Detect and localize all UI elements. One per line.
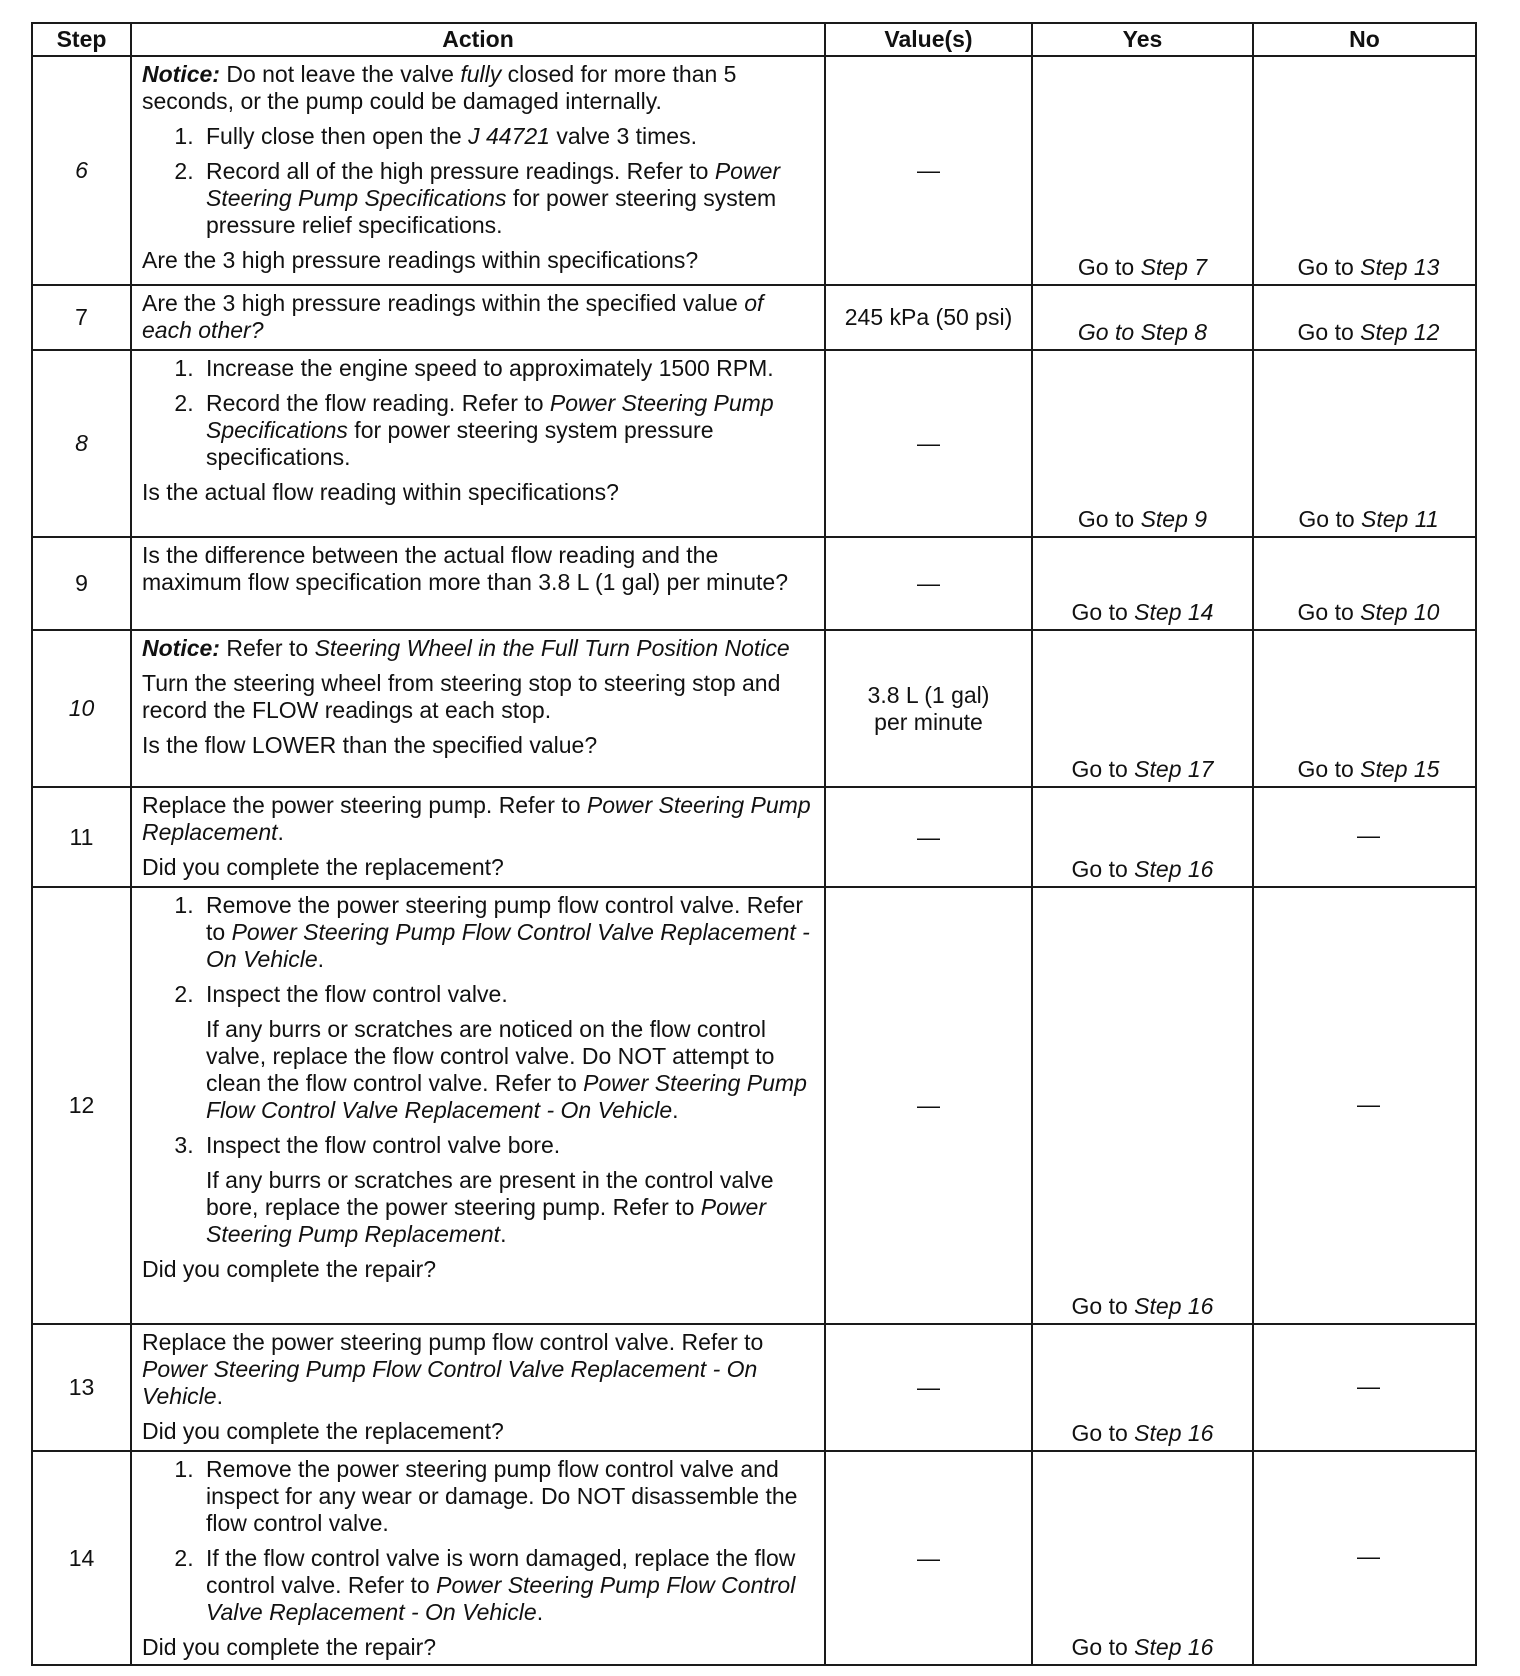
yes-cell: Go to Step 16 xyxy=(1032,1451,1253,1665)
value-cell: — xyxy=(825,1324,1032,1451)
list-item: 2. Inspect the flow control valve. If any burrs or scratches are noticed on the flow control valve, replace the flow control valve. Do NOT attempt to clean the flow control valve. Refer to Power Steering Pump Flow Control Valve Replacement - On Vehicle. xyxy=(200,981,816,1124)
list-item: 2. Record all of the high pressure readings. Refer to Power Steering Pump Specifications for power steering system pressure relief specifications. xyxy=(200,158,816,239)
header-row xyxy=(32,23,1476,56)
notice-label: Notice: xyxy=(142,635,220,661)
table-row-step-10 xyxy=(32,630,1476,787)
list-item: 1. Remove the power steering pump flow control valve. Refer to Power Steering Pump Flow Control Valve Replacement - On Vehicle. xyxy=(200,892,816,973)
action-cell xyxy=(131,630,825,787)
yes-cell: Go to Step 17 xyxy=(1032,630,1253,787)
no-cell: Go to Step 13 xyxy=(1253,56,1476,285)
yes-cell: Go to Step 16 xyxy=(1032,787,1253,887)
question: Did you complete the repair? xyxy=(142,1256,437,1282)
question: Is the flow LOWER than the specified value? xyxy=(142,732,598,758)
value-cell: — xyxy=(825,537,1032,630)
list-item: 2. If the flow control valve is worn damaged, replace the flow control valve. Refer to Power Steering Pump Flow Control Valve Replacement - On Vehicle. xyxy=(200,1545,816,1626)
no-cell: — xyxy=(1253,1451,1476,1665)
table-row-step-14 xyxy=(32,1451,1476,1665)
step-number: 6 xyxy=(32,56,131,285)
action-list xyxy=(142,1456,816,1626)
yes-step-link[interactable]: Step 16 xyxy=(1134,856,1214,882)
header-action: Action xyxy=(131,23,825,56)
header-no: No xyxy=(1253,23,1476,56)
no-cell: Go to Step 12 xyxy=(1253,285,1476,350)
question: Did you complete the replacement? xyxy=(142,1418,504,1444)
value-cell: 245 kPa (50 psi) xyxy=(825,285,1032,350)
question: Are the 3 high pressure readings within the specified value of each other? xyxy=(142,290,764,343)
list-item: 1. Increase the engine speed to approximately 1500 RPM. xyxy=(200,355,816,382)
step-number: 14 xyxy=(32,1451,131,1665)
notice: Notice: Do not leave the valve fully closed for more than 5 seconds, or the pump could be damaged internally. xyxy=(142,61,737,114)
table-row-step-8 xyxy=(32,350,1476,537)
table-row-step-7 xyxy=(32,285,1476,350)
step-number: 10 xyxy=(32,630,131,787)
header-step: Step xyxy=(32,23,131,56)
yes-step-link[interactable]: Step 16 xyxy=(1134,1420,1214,1446)
action-cell xyxy=(131,56,825,285)
value-cell: 3.8 L (1 gal) per minute xyxy=(825,630,1032,787)
value-cell: — xyxy=(825,887,1032,1324)
step-number: 13 xyxy=(32,1324,131,1451)
no-cell: Go to Step 10 xyxy=(1253,537,1476,630)
list-item: 1. Remove the power steering pump flow control valve and inspect for any wear or damage. Do NOT disassemble the flow control valve. xyxy=(200,1456,816,1537)
notice-label: Notice: xyxy=(142,61,220,87)
action-cell xyxy=(131,787,825,887)
list-item: 2. Record the flow reading. Refer to Power Steering Pump Specifications for power steering system pressure specifications. xyxy=(200,390,816,471)
yes-step-link[interactable]: Step 14 xyxy=(1134,599,1214,625)
step-number: 7 xyxy=(32,285,131,350)
no-step-link[interactable]: Step 12 xyxy=(1360,319,1440,345)
table-row-step-13 xyxy=(32,1324,1476,1451)
step-number: 8 xyxy=(32,350,131,537)
no-cell: — xyxy=(1253,787,1476,887)
instruction: Replace the power steering pump flow control valve. Refer to Power Steering Pump Flow Control Valve Replacement - On Vehicle. xyxy=(142,1329,764,1409)
question: Is the actual flow reading within specifications? xyxy=(142,479,619,505)
list-item: 3. Inspect the flow control valve bore. If any burrs or scratches are present in the control valve bore, replace the power steering pump. Refer to Power Steering Pump Replacement. xyxy=(200,1132,816,1248)
yes-step-link[interactable]: Step 7 xyxy=(1140,254,1208,280)
table-row-step-9 xyxy=(32,537,1476,630)
instruction: Turn the steering wheel from steering stop to steering stop and record the FLOW readings at each stop. xyxy=(142,670,781,723)
action-list xyxy=(142,892,816,1248)
no-cell: Go to Step 11 xyxy=(1253,350,1476,537)
yes-cell: Go to Step 8 xyxy=(1032,285,1253,350)
no-step-link[interactable]: Step 10 xyxy=(1360,599,1440,625)
no-step-link[interactable]: Step 11 xyxy=(1361,506,1439,532)
action-cell xyxy=(131,1451,825,1665)
step-number: 11 xyxy=(32,787,131,887)
yes-step-link[interactable]: Step 16 xyxy=(1134,1293,1214,1319)
yes-cell: Go to Step 16 xyxy=(1032,1324,1253,1451)
step-number: 12 xyxy=(32,887,131,1324)
table-row-step-11 xyxy=(32,787,1476,887)
no-cell: Go to Step 15 xyxy=(1253,630,1476,787)
value-cell: — xyxy=(825,1451,1032,1665)
yes-step-link[interactable]: Step 16 xyxy=(1134,1634,1214,1660)
yes-step-link[interactable]: Step 17 xyxy=(1134,756,1214,782)
yes-cell: Go to Step 14 xyxy=(1032,537,1253,630)
value-cell: — xyxy=(825,787,1032,887)
question: Did you complete the replacement? xyxy=(142,854,504,880)
action-cell xyxy=(131,887,825,1324)
list-item-detail: If any burrs or scratches are present in the control valve bore, replace the power steering pump. Refer to Power Steering Pump Replacement. xyxy=(206,1167,774,1247)
value-cell: — xyxy=(825,350,1032,537)
action-list xyxy=(142,355,816,471)
header-values: Value(s) xyxy=(825,23,1032,56)
action-cell xyxy=(131,350,825,537)
list-item-detail: If any burrs or scratches are noticed on the flow control valve, replace the flow control valve. Do NOT attempt to clean the flow control valve. Refer to Power Steering Pump Flow Control Valve Replacement - On Vehicle. xyxy=(206,1016,807,1123)
yes-cell: Go to Step 9 xyxy=(1032,350,1253,537)
question: Are the 3 high pressure readings within specifications? xyxy=(142,247,699,273)
action-cell xyxy=(131,1324,825,1451)
value-cell: — xyxy=(825,56,1032,285)
no-cell: — xyxy=(1253,887,1476,1324)
step-number: 9 xyxy=(32,537,131,630)
diagnostic-table xyxy=(31,22,1477,1666)
no-step-link[interactable]: Step 15 xyxy=(1360,756,1440,782)
list-item: 1. Fully close then open the J 44721 valve 3 times. xyxy=(200,123,816,150)
action-cell xyxy=(131,537,825,630)
yes-cell: Go to Step 16 xyxy=(1032,887,1253,1324)
header-yes: Yes xyxy=(1032,23,1253,56)
no-step-link[interactable]: Step 13 xyxy=(1360,254,1440,280)
action-cell xyxy=(131,285,825,350)
question: Is the difference between the actual flow reading and the maximum flow specification more than 3.8 L (1 gal) per minute? xyxy=(142,542,788,595)
yes-step-link[interactable]: Step 8 xyxy=(1140,319,1208,345)
table-row-step-12 xyxy=(32,887,1476,1324)
yes-step-link[interactable]: Step 9 xyxy=(1140,506,1208,532)
notice: Notice: Refer to Steering Wheel in the Full Turn Position Notice xyxy=(142,635,790,661)
table-row-step-6 xyxy=(32,56,1476,285)
yes-cell: Go to Step 7 xyxy=(1032,56,1253,285)
question: Did you complete the repair? xyxy=(142,1634,437,1660)
action-list xyxy=(142,123,816,239)
no-cell: — xyxy=(1253,1324,1476,1451)
instruction: Replace the power steering pump. Refer to Power Steering Pump Replacement. xyxy=(142,792,811,845)
